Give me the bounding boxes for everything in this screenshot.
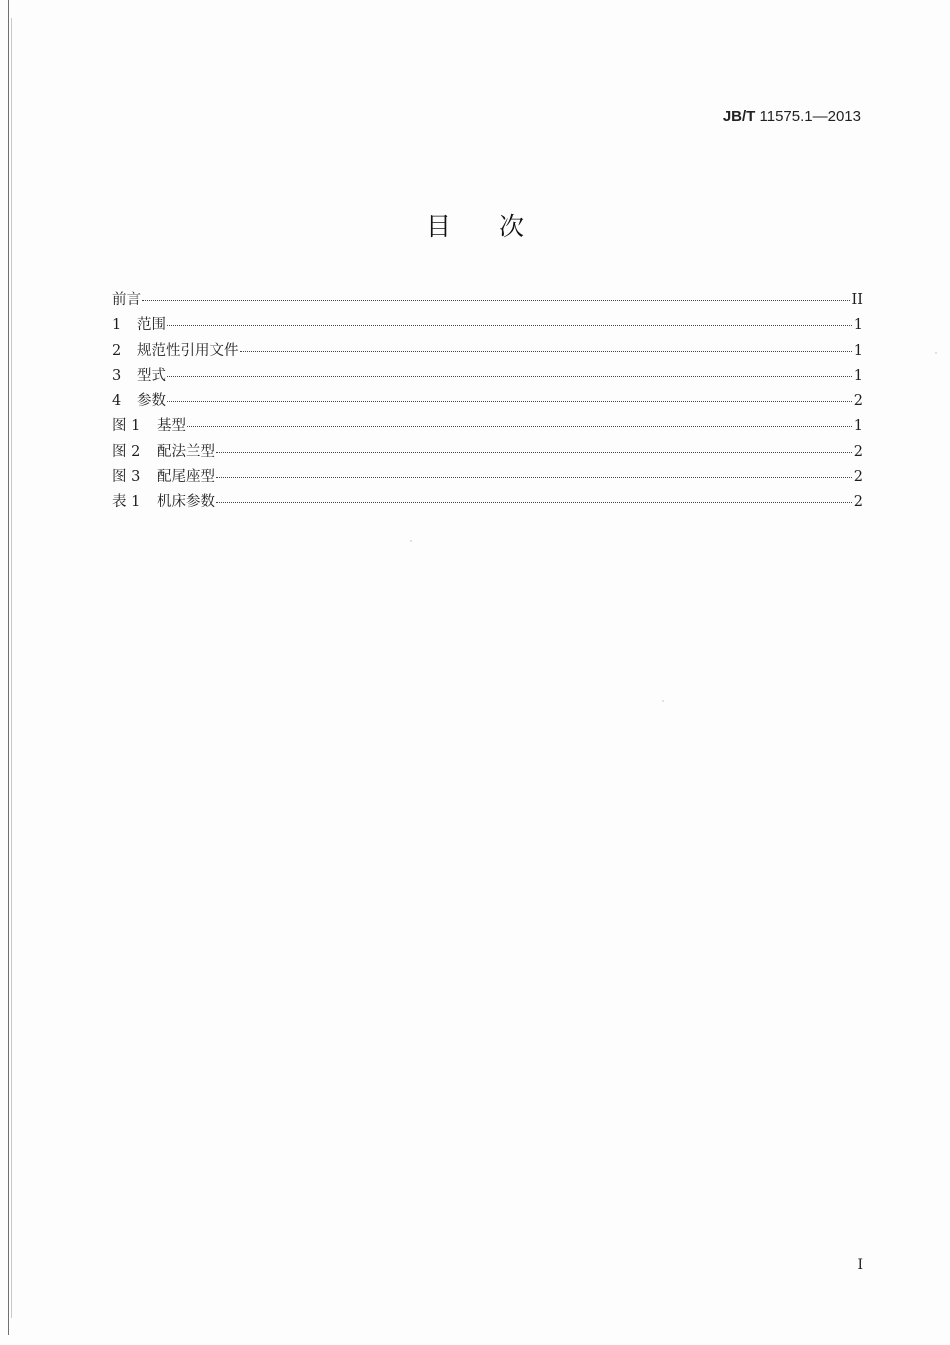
toc-entry-number: 1	[112, 317, 122, 334]
scan-speck	[935, 352, 937, 354]
toc-leader-dots	[216, 502, 852, 503]
toc-entry-number: 图 2	[112, 443, 141, 460]
toc-entry-figure-3[interactable]	[112, 465, 863, 490]
toc-entry-page: 2	[853, 393, 863, 410]
toc-entry-types[interactable]	[112, 364, 863, 389]
toc-entry-label: 配法兰型	[157, 443, 215, 460]
toc-entry-number: 4	[112, 393, 122, 410]
toc-entry-number: 图 1	[112, 418, 141, 435]
toc-entry-normative-references[interactable]	[112, 339, 863, 364]
toc-leader-dots	[240, 351, 852, 352]
toc-leader-dots	[167, 376, 852, 377]
toc-entry-figure-1[interactable]	[112, 414, 863, 439]
toc-entry-scope[interactable]	[112, 313, 863, 338]
toc-entry-number: 2	[112, 342, 122, 359]
scan-edge-line	[8, 0, 9, 1335]
toc-entry-foreword[interactable]	[112, 288, 863, 313]
toc-entry-page: 2	[853, 469, 863, 486]
toc-entry-page: 1	[853, 367, 863, 384]
toc-entry-number: 表 1	[112, 494, 141, 511]
toc-entry-number: 图 3	[112, 469, 141, 486]
toc-entry-figure-2[interactable]	[112, 440, 863, 465]
table-of-contents	[112, 288, 863, 516]
toc-entry-parameters[interactable]	[112, 389, 863, 414]
toc-entry-number: 3	[112, 367, 122, 384]
toc-entry-page: 1	[853, 418, 863, 435]
scan-speck	[662, 700, 664, 702]
toc-entry-table-1[interactable]	[112, 490, 863, 515]
document-code	[723, 108, 861, 125]
toc-leader-dots	[216, 477, 852, 478]
toc-entry-label: 基型	[157, 418, 186, 435]
page-number: I	[857, 1257, 863, 1273]
toc-leader-dots	[187, 426, 852, 427]
scan-speck	[410, 540, 412, 542]
toc-title: 目次	[425, 212, 572, 241]
toc-entry-page: 2	[853, 494, 863, 511]
toc-leader-dots	[167, 325, 852, 326]
toc-entry-page: 2	[853, 443, 863, 460]
toc-entry-label: 配尾座型	[157, 469, 215, 486]
toc-entry-label: 范围	[137, 317, 166, 334]
document-code-prefix: JB/T	[722, 108, 756, 125]
toc-entry-page: II	[851, 292, 863, 308]
toc-entry-label: 机床参数	[157, 494, 215, 511]
toc-entry-label: 规范性引用文件	[137, 342, 239, 359]
toc-entry-page: 1	[853, 342, 863, 359]
toc-entry-page: 1	[853, 317, 863, 334]
toc-entry-label: 参数	[137, 393, 166, 410]
toc-leader-dots	[142, 300, 850, 301]
document-code-number: 11575.1—2013	[759, 108, 861, 125]
toc-leader-dots	[216, 452, 852, 453]
toc-entry-label: 前言	[112, 292, 141, 308]
toc-entry-label: 型式	[137, 367, 166, 384]
toc-leader-dots	[167, 401, 852, 402]
